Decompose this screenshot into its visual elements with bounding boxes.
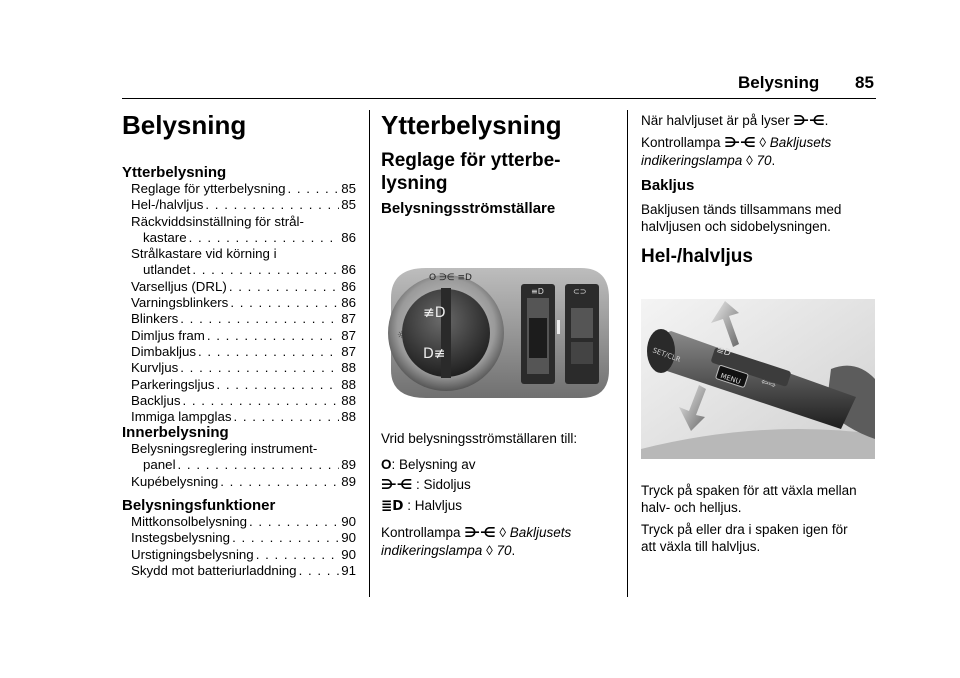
toc-entry-text: Immiga lampglas bbox=[131, 409, 232, 425]
toc-entry-continuation: utlandet bbox=[143, 262, 191, 278]
toc-entry[interactable] bbox=[131, 377, 356, 393]
reference-link[interactable]: indikeringslampa bbox=[381, 543, 483, 558]
toc-entry[interactable] bbox=[131, 328, 356, 344]
toc-page-number: 87 bbox=[341, 311, 356, 327]
toc-leader-dots bbox=[230, 295, 339, 311]
toc-leader-dots bbox=[249, 514, 339, 530]
topic-heading: Bakljus bbox=[641, 177, 695, 194]
toc-entry-continuation: kastare bbox=[143, 229, 187, 245]
toc-page-number: 86 bbox=[341, 229, 356, 245]
option-text: : Belysning av bbox=[391, 457, 476, 472]
toc-leader-dots bbox=[287, 181, 339, 197]
toc-leader-dots bbox=[180, 311, 339, 327]
toc-entry-continuation: panel bbox=[143, 457, 176, 473]
toc-entry[interactable] bbox=[131, 409, 356, 425]
toc-entry[interactable] bbox=[131, 441, 356, 474]
subsection-heading-line: Reglage för ytterbe- bbox=[381, 150, 561, 171]
svg-text:≣D: ≣D bbox=[715, 344, 732, 359]
toc-entry[interactable] bbox=[131, 246, 356, 279]
period: . bbox=[824, 113, 829, 128]
toc-page-number: 86 bbox=[341, 295, 356, 311]
toc-group-heading: Belysningsfunktioner bbox=[122, 497, 276, 514]
toc-entry[interactable] bbox=[131, 514, 356, 530]
paragraph bbox=[641, 201, 841, 235]
toc-entry-text: Dimljus fram bbox=[131, 327, 205, 343]
toc-page-number: 87 bbox=[341, 343, 356, 359]
toc-leader-dots bbox=[217, 377, 340, 393]
toc-page-number: 91 bbox=[341, 562, 356, 578]
toc-page-number: 88 bbox=[341, 409, 356, 425]
paragraph-line: Bakljusen tänds tillsammans med bbox=[641, 202, 842, 217]
running-header-title: Belysning bbox=[738, 73, 820, 92]
toc-entry[interactable] bbox=[131, 563, 356, 579]
toc-page-number: 88 bbox=[341, 392, 356, 408]
toc-entry-text: Backljus bbox=[131, 392, 181, 408]
lowbeam-indicator-text bbox=[641, 112, 828, 130]
toc-page-number: 85 bbox=[341, 197, 356, 213]
subsection-heading-line: lysning bbox=[381, 173, 448, 194]
subsection-heading bbox=[381, 149, 560, 195]
toc-entry-text: Instegsbelysning bbox=[131, 530, 231, 546]
toc-leader-dots bbox=[256, 547, 340, 563]
toc-entry[interactable] bbox=[131, 360, 356, 376]
toc-entry-text: Dimbakljus bbox=[131, 343, 197, 359]
toc-page-number: 88 bbox=[341, 360, 356, 376]
paragraph bbox=[641, 521, 848, 555]
toc-leader-dots bbox=[205, 197, 339, 213]
toc-entry-text: Skydd mot batteriurladdning bbox=[131, 562, 297, 578]
toc-entry-text: Räckviddsinställning för strål- bbox=[131, 213, 304, 229]
toc-entry-text: Reglage för ytterbelysning bbox=[131, 181, 286, 196]
side-light-icon: ⋺⋲ bbox=[464, 525, 496, 541]
toc-entry[interactable] bbox=[131, 393, 356, 409]
toc-leader-dots bbox=[180, 360, 339, 376]
toc-page-number: 90 bbox=[341, 514, 356, 529]
column-divider bbox=[369, 110, 370, 597]
toc-page-number: 86 bbox=[341, 262, 356, 278]
section-title: Ytterbelysning bbox=[381, 110, 562, 140]
toc-list bbox=[131, 514, 356, 579]
toc-entry-text: Hel-/halvljus bbox=[131, 197, 204, 213]
toc-entry-text: Strålkastare vid körning i bbox=[131, 246, 277, 262]
toc-entry-text: Belysningsreglering instrument- bbox=[131, 441, 318, 456]
paragraph-line: Tryck på eller dra i spaken igen för bbox=[641, 522, 848, 537]
toc-entry[interactable] bbox=[131, 295, 356, 311]
paragraph-line: halv- och helljus. bbox=[641, 500, 742, 515]
toc-entry[interactable] bbox=[131, 279, 356, 295]
reference-link[interactable]: indikeringslampa bbox=[641, 153, 743, 168]
toc-group-heading: Innerbelysning bbox=[122, 424, 229, 441]
topic-heading: Belysningsströmställare bbox=[381, 200, 556, 217]
option-text: : Sidoljus bbox=[412, 477, 471, 492]
toc-leader-dots bbox=[189, 230, 340, 246]
reference-prefix: Kontrollampa bbox=[381, 525, 461, 540]
page-ref-icon: ◊ bbox=[746, 153, 753, 168]
toc-entry[interactable] bbox=[131, 530, 356, 546]
toc-entry[interactable] bbox=[131, 181, 356, 197]
svg-text:MENU: MENU bbox=[719, 371, 742, 387]
header-rule bbox=[122, 98, 876, 99]
toc-page-number: 90 bbox=[341, 530, 356, 546]
reference-link[interactable]: Bakljusets bbox=[769, 135, 832, 150]
svg-text:D≢: D≢ bbox=[423, 346, 446, 362]
svg-text:≡D: ≡D bbox=[531, 287, 544, 296]
option-text: : Halvljus bbox=[403, 498, 463, 513]
toc-entry[interactable] bbox=[131, 311, 356, 327]
toc-page-number: 90 bbox=[341, 546, 356, 562]
side-light-icon: ⋺⋲ bbox=[724, 135, 756, 151]
page-number: 85 bbox=[855, 73, 874, 92]
toc-entry-text: Parkeringsljus bbox=[131, 376, 215, 392]
toc-entry-text: Blinkers bbox=[131, 311, 179, 327]
option-key: O bbox=[381, 457, 392, 472]
control-lamp-reference bbox=[641, 134, 831, 169]
option-off bbox=[381, 456, 476, 473]
reference-page[interactable]: 70 bbox=[496, 543, 512, 558]
paragraph-line: Tryck på spaken för att växla mellan bbox=[641, 483, 857, 498]
svg-text:⇦⇨: ⇦⇨ bbox=[759, 377, 778, 392]
headlight-lever-photo bbox=[641, 299, 875, 459]
toc-page-number: 85 bbox=[341, 181, 356, 196]
low-beam-icon: ≣D bbox=[381, 498, 404, 514]
side-light-icon: ⋺⋲ bbox=[793, 113, 825, 129]
option-lowbeam bbox=[381, 497, 462, 515]
paragraph-line: att växla till halvljus. bbox=[641, 539, 761, 554]
toc-entry-text: Mittkonsolbelysning bbox=[131, 514, 248, 529]
svg-text:≢D: ≢D bbox=[423, 305, 446, 321]
toc-page-number: 89 bbox=[341, 473, 356, 489]
svg-text:☼: ☼ bbox=[397, 330, 406, 341]
column-divider bbox=[627, 110, 628, 597]
toc-entry-text: Kurvljus bbox=[131, 360, 179, 376]
toc-page-number: 89 bbox=[341, 457, 356, 473]
toc-leader-dots bbox=[207, 328, 339, 344]
toc-leader-dots bbox=[198, 344, 339, 360]
chapter-title: Belysning bbox=[122, 110, 247, 140]
toc-entry-text: Varselljus (DRL) bbox=[131, 278, 227, 294]
toc-leader-dots bbox=[192, 262, 339, 278]
toc-leader-dots bbox=[220, 474, 339, 490]
toc-entry[interactable] bbox=[131, 214, 356, 247]
light-switch-photo bbox=[381, 258, 615, 410]
reference-page[interactable]: 70 bbox=[756, 153, 772, 168]
svg-text:O ∋∈ ≡D: O ∋∈ ≡D bbox=[429, 273, 472, 283]
toc-entry[interactable] bbox=[131, 197, 356, 213]
page-ref-icon: ◊ bbox=[759, 135, 767, 150]
paragraph-text: När halvljuset är på lyser bbox=[641, 113, 790, 128]
subsection-heading: Hel-/halvljus bbox=[641, 246, 753, 267]
paragraph-line: halvljusen och sidobelysningen. bbox=[641, 219, 831, 234]
toc-page-number: 87 bbox=[341, 327, 356, 343]
period: . bbox=[771, 153, 776, 168]
period: . bbox=[511, 543, 516, 558]
toc-page-number: 88 bbox=[341, 376, 356, 392]
toc-entry-text: Kupébelysning bbox=[131, 473, 219, 489]
toc-entry[interactable] bbox=[131, 474, 356, 490]
paragraph bbox=[641, 482, 857, 516]
toc-leader-dots bbox=[229, 279, 339, 295]
toc-entry-text: Varningsblinkers bbox=[131, 295, 229, 311]
toc-entry-text: Urstigningsbelysning bbox=[131, 546, 254, 562]
page-ref-icon: ◊ bbox=[486, 543, 493, 558]
page-ref-icon: ◊ bbox=[499, 525, 507, 540]
reference-prefix: Kontrollampa bbox=[641, 135, 721, 150]
side-light-icon: ⋺⋲ bbox=[381, 477, 413, 493]
toc-page-number: 86 bbox=[341, 278, 356, 294]
toc-list bbox=[131, 441, 356, 490]
toc-leader-dots bbox=[234, 409, 340, 425]
toc-entry[interactable] bbox=[131, 344, 356, 360]
svg-text:SET/CLR: SET/CLR bbox=[651, 346, 682, 364]
reference-link[interactable]: Bakljusets bbox=[509, 525, 572, 540]
toc-group-heading: Ytterbelysning bbox=[122, 164, 227, 181]
instruction-text: Vrid belysningsströmställaren till: bbox=[381, 431, 578, 446]
option-sidelights bbox=[381, 476, 471, 494]
svg-text:⊂⊃: ⊂⊃ bbox=[573, 287, 587, 296]
control-lamp-reference bbox=[381, 524, 571, 559]
toc-leader-dots bbox=[183, 393, 340, 409]
toc-entry[interactable] bbox=[131, 547, 356, 563]
toc-leader-dots bbox=[178, 457, 340, 473]
toc-list bbox=[131, 181, 356, 425]
toc-leader-dots bbox=[232, 530, 339, 546]
toc-leader-dots bbox=[299, 563, 340, 579]
